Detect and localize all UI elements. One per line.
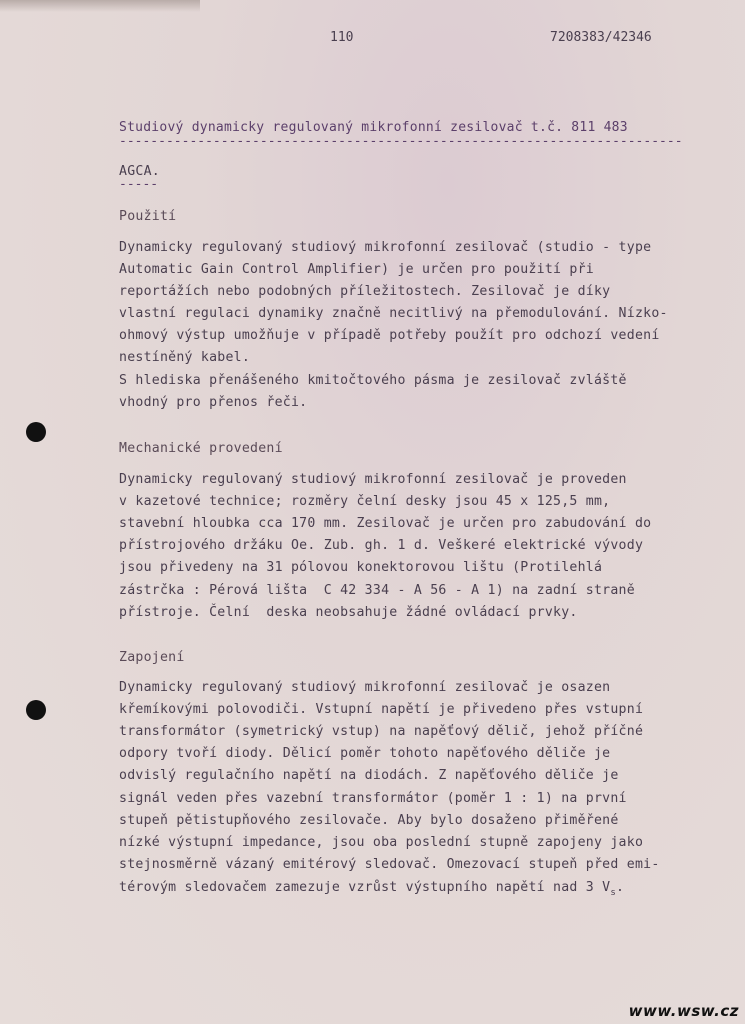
- body-line: přístroje. Čelní deska neobsahuje žádné ovládací prvky.: [119, 605, 578, 620]
- maker-label: AGCA.: [119, 164, 160, 179]
- body-line: Automatic Gain Control Amplifier) je určen pro použití při: [119, 262, 594, 277]
- section-heading-pouziti: Použití: [119, 209, 177, 224]
- punch-hole-top: [26, 422, 46, 442]
- body-line: stavební hloubka cca 170 mm. Zesilovač je určen pro zabudování do: [119, 516, 652, 531]
- page-number: 110: [330, 30, 354, 45]
- section-heading-mechanicke-provedeni: Mechanické provedení: [119, 441, 283, 456]
- body-line-last-period: .: [616, 880, 625, 895]
- voltage-subscript: s: [610, 888, 617, 898]
- site-watermark: www.wsw.cz: [628, 1002, 739, 1020]
- body-line: křemíkovými polovodiči. Vstupní napětí je přivedeno přes vstupní: [119, 702, 644, 717]
- body-line: stupeň pětistupňového zesilovače. Aby bylo dosaženo přiměřené: [119, 813, 619, 828]
- body-line: odpory tvoří diody. Dělicí poměr tohoto napěťového děliče je: [119, 746, 611, 761]
- title-underline: ------------------------------------------------------------------------: [119, 134, 683, 149]
- body-line: Dynamicky regulovaný studiový mikrofonní zesilovač je osazen: [119, 680, 611, 695]
- body-line: zástrčka : Pérová lišta C 42 334 - A 56 - A 1) na zadní straně: [119, 583, 635, 598]
- body-line: Dynamicky regulovaný studiový mikrofonní zesilovač je proveden: [119, 472, 627, 487]
- body-line: signál veden přes vazební transformátor (poměr 1 : 1) na první: [119, 791, 627, 806]
- body-line: stejnosměrně vázaný emitérový sledovač. Omezovací stupeň před emi-: [119, 857, 660, 872]
- punch-hole-bottom: [26, 700, 46, 720]
- body-line: v kazetové technice; rozměry čelní desky jsou 45 x 125,5 mm,: [119, 494, 611, 509]
- document-title: Studiový dynamicky regulovaný mikrofonní zesilovač t.č. 811 483: [119, 120, 628, 135]
- body-line: Dynamicky regulovaný studiový mikrofonní zesilovač (studio - type: [119, 240, 652, 255]
- body-line: nestíněný kabel.: [119, 350, 251, 365]
- document-code: 7208383/42346: [550, 30, 652, 45]
- body-line: reportážích nebo podobných příležitostech. Zesilovač je díky: [119, 284, 611, 299]
- body-line: odvislý regulačního napětí na diodách. Z napěťového děliče je: [119, 768, 619, 783]
- body-line: vhodný pro přenos řeči.: [119, 395, 308, 410]
- paper-edge-shadow: [0, 0, 200, 12]
- body-line-last-text: térovým sledovačem zamezuje vzrůst výstupního napětí nad 3 V: [119, 880, 611, 895]
- maker-underline: -----: [119, 177, 159, 192]
- body-line: přístrojového držáku Oe. Zub. gh. 1 d. Veškeré elektrické vývody: [119, 538, 644, 553]
- body-line: S hlediska přenášeného kmitočtového pásma je zesilovač zvláště: [119, 373, 627, 388]
- body-line: ohmový výstup umožňuje v případě potřeby použít pro odchozí vedení: [119, 328, 660, 343]
- body-line-last: [119, 880, 624, 901]
- body-line: vlastní regulaci dynamiky značně necitlivý na přemodulování. Nízko-: [119, 306, 668, 321]
- body-line: transformátor (symetrický vstup) na napěťový dělič, jehož příčné: [119, 724, 644, 739]
- body-line: jsou přivedeny na 31 pólovou konektorovou lištu (Protilehlá: [119, 560, 603, 575]
- section-heading-zapojeni: Zapojení: [119, 650, 185, 665]
- body-line: nízké výstupní impedance, jsou oba poslední stupně zapojeny jako: [119, 835, 644, 850]
